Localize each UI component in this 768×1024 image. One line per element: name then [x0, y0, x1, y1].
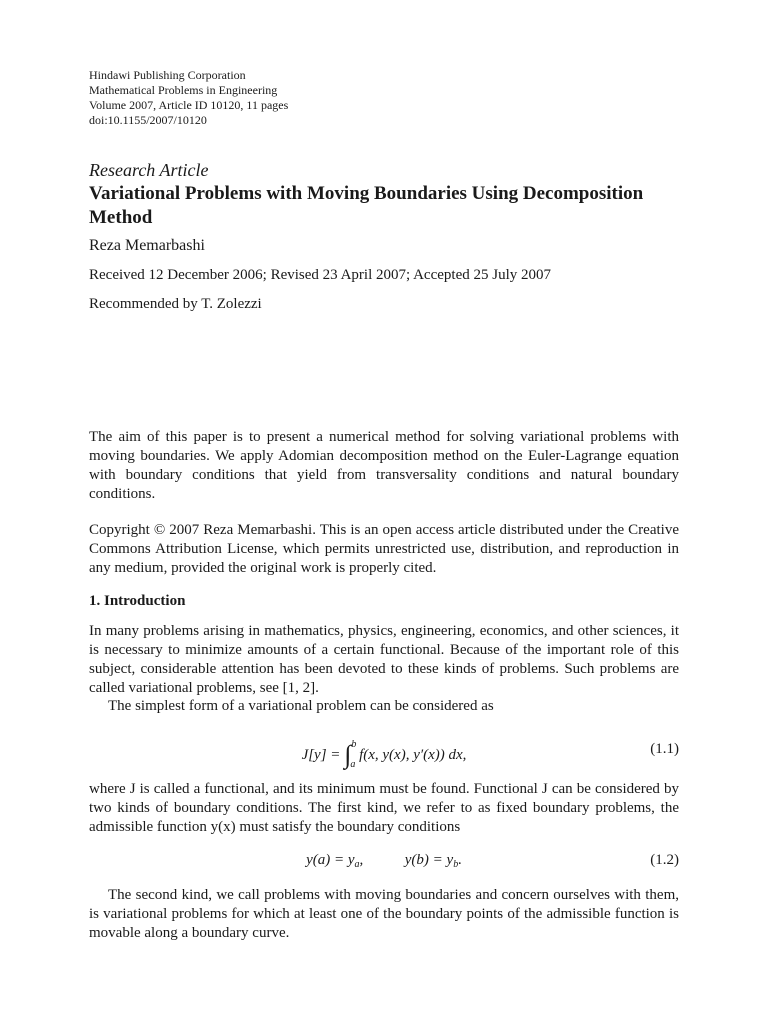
recommended-by: Recommended by T. Zolezzi	[89, 296, 262, 312]
journal-header	[89, 68, 288, 128]
doi-line: doi:10.1155/2007/10120	[89, 113, 207, 127]
eq2-right: y(b) = y	[404, 852, 454, 868]
author-name: Reza Memarbashi	[89, 237, 205, 254]
intro-paragraph-3: where J is called a functional, and its minimum must be found. Functional J can be considered by two kinds of boundary conditions. The first kind, we refer to as fixed boundary problems, the admissible function y(x) must satisfy the boundary conditions	[89, 781, 679, 835]
eq1-lower-limit: a	[350, 759, 356, 770]
integral-sign: ∫	[344, 740, 352, 769]
publisher-line: Hindawi Publishing Corporation	[89, 68, 246, 82]
section-heading: 1. Introduction	[89, 593, 186, 609]
journal-name: Mathematical Problems in Engineering	[89, 83, 278, 97]
equation-1-2: $y(a) = y_a$, $y(b) = y_b$. (1.2)	[306, 852, 679, 870]
eq1-upper-limit: b	[351, 739, 357, 750]
intro-paragraph-2: The simplest form of a variational problem can be considered as	[108, 698, 494, 714]
equation-1-1	[89, 728, 679, 768]
eq1-number: (1.1)	[650, 741, 679, 757]
copyright-notice: Copyright © 2007 Reza Memarbashi. This is an open access article distributed under the Creative Commons Attribution License, which permits unrestricted use, distribution, and reproduction in any medium, provided the original work is properly cited.	[89, 522, 679, 576]
article-type: Research Article	[89, 160, 209, 180]
eq2-left: y(a) = y	[306, 852, 355, 868]
intro-paragraph-4: The second kind, we call problems with moving boundaries and concern ourselves with them, is variational problems for which at least one of the boundary points of the admissible function is movable along a boundary curve.	[89, 887, 679, 941]
abstract: The aim of this paper is to present a numerical method for solving variational problems with moving boundaries. We apply Adomian decomposition method on the Euler-Lagrange equation with boundary conditions that yield from transversality conditions and natural boundary conditions.	[89, 429, 679, 502]
eq2-number: (1.2)	[650, 852, 679, 868]
submission-dates: Received 12 December 2006; Revised 23 April 2007; Accepted 25 July 2007	[89, 267, 551, 283]
eq2-right-subscript: b	[453, 859, 459, 870]
eq2-left-subscript: a	[354, 859, 360, 870]
intro-paragraph-1: In many problems arising in mathematics, physics, engineering, economics, and other sciences, it is necessary to minimize amounts of a certain functional. Because of the important role of this subject, considerable attention has been devoted to these kinds of problems. Such problems are called variational problems, see [1, 2].	[89, 623, 679, 696]
eq1-lhs: J[y] =	[301, 747, 341, 763]
volume-line: Volume 2007, Article ID 10120, 11 pages	[89, 98, 289, 112]
eq1-integrand: f(x, y(x), y′(x)) dx,	[359, 747, 467, 763]
article-title: Variational Problems with Moving Boundaries Using Decomposition Method	[89, 183, 644, 228]
